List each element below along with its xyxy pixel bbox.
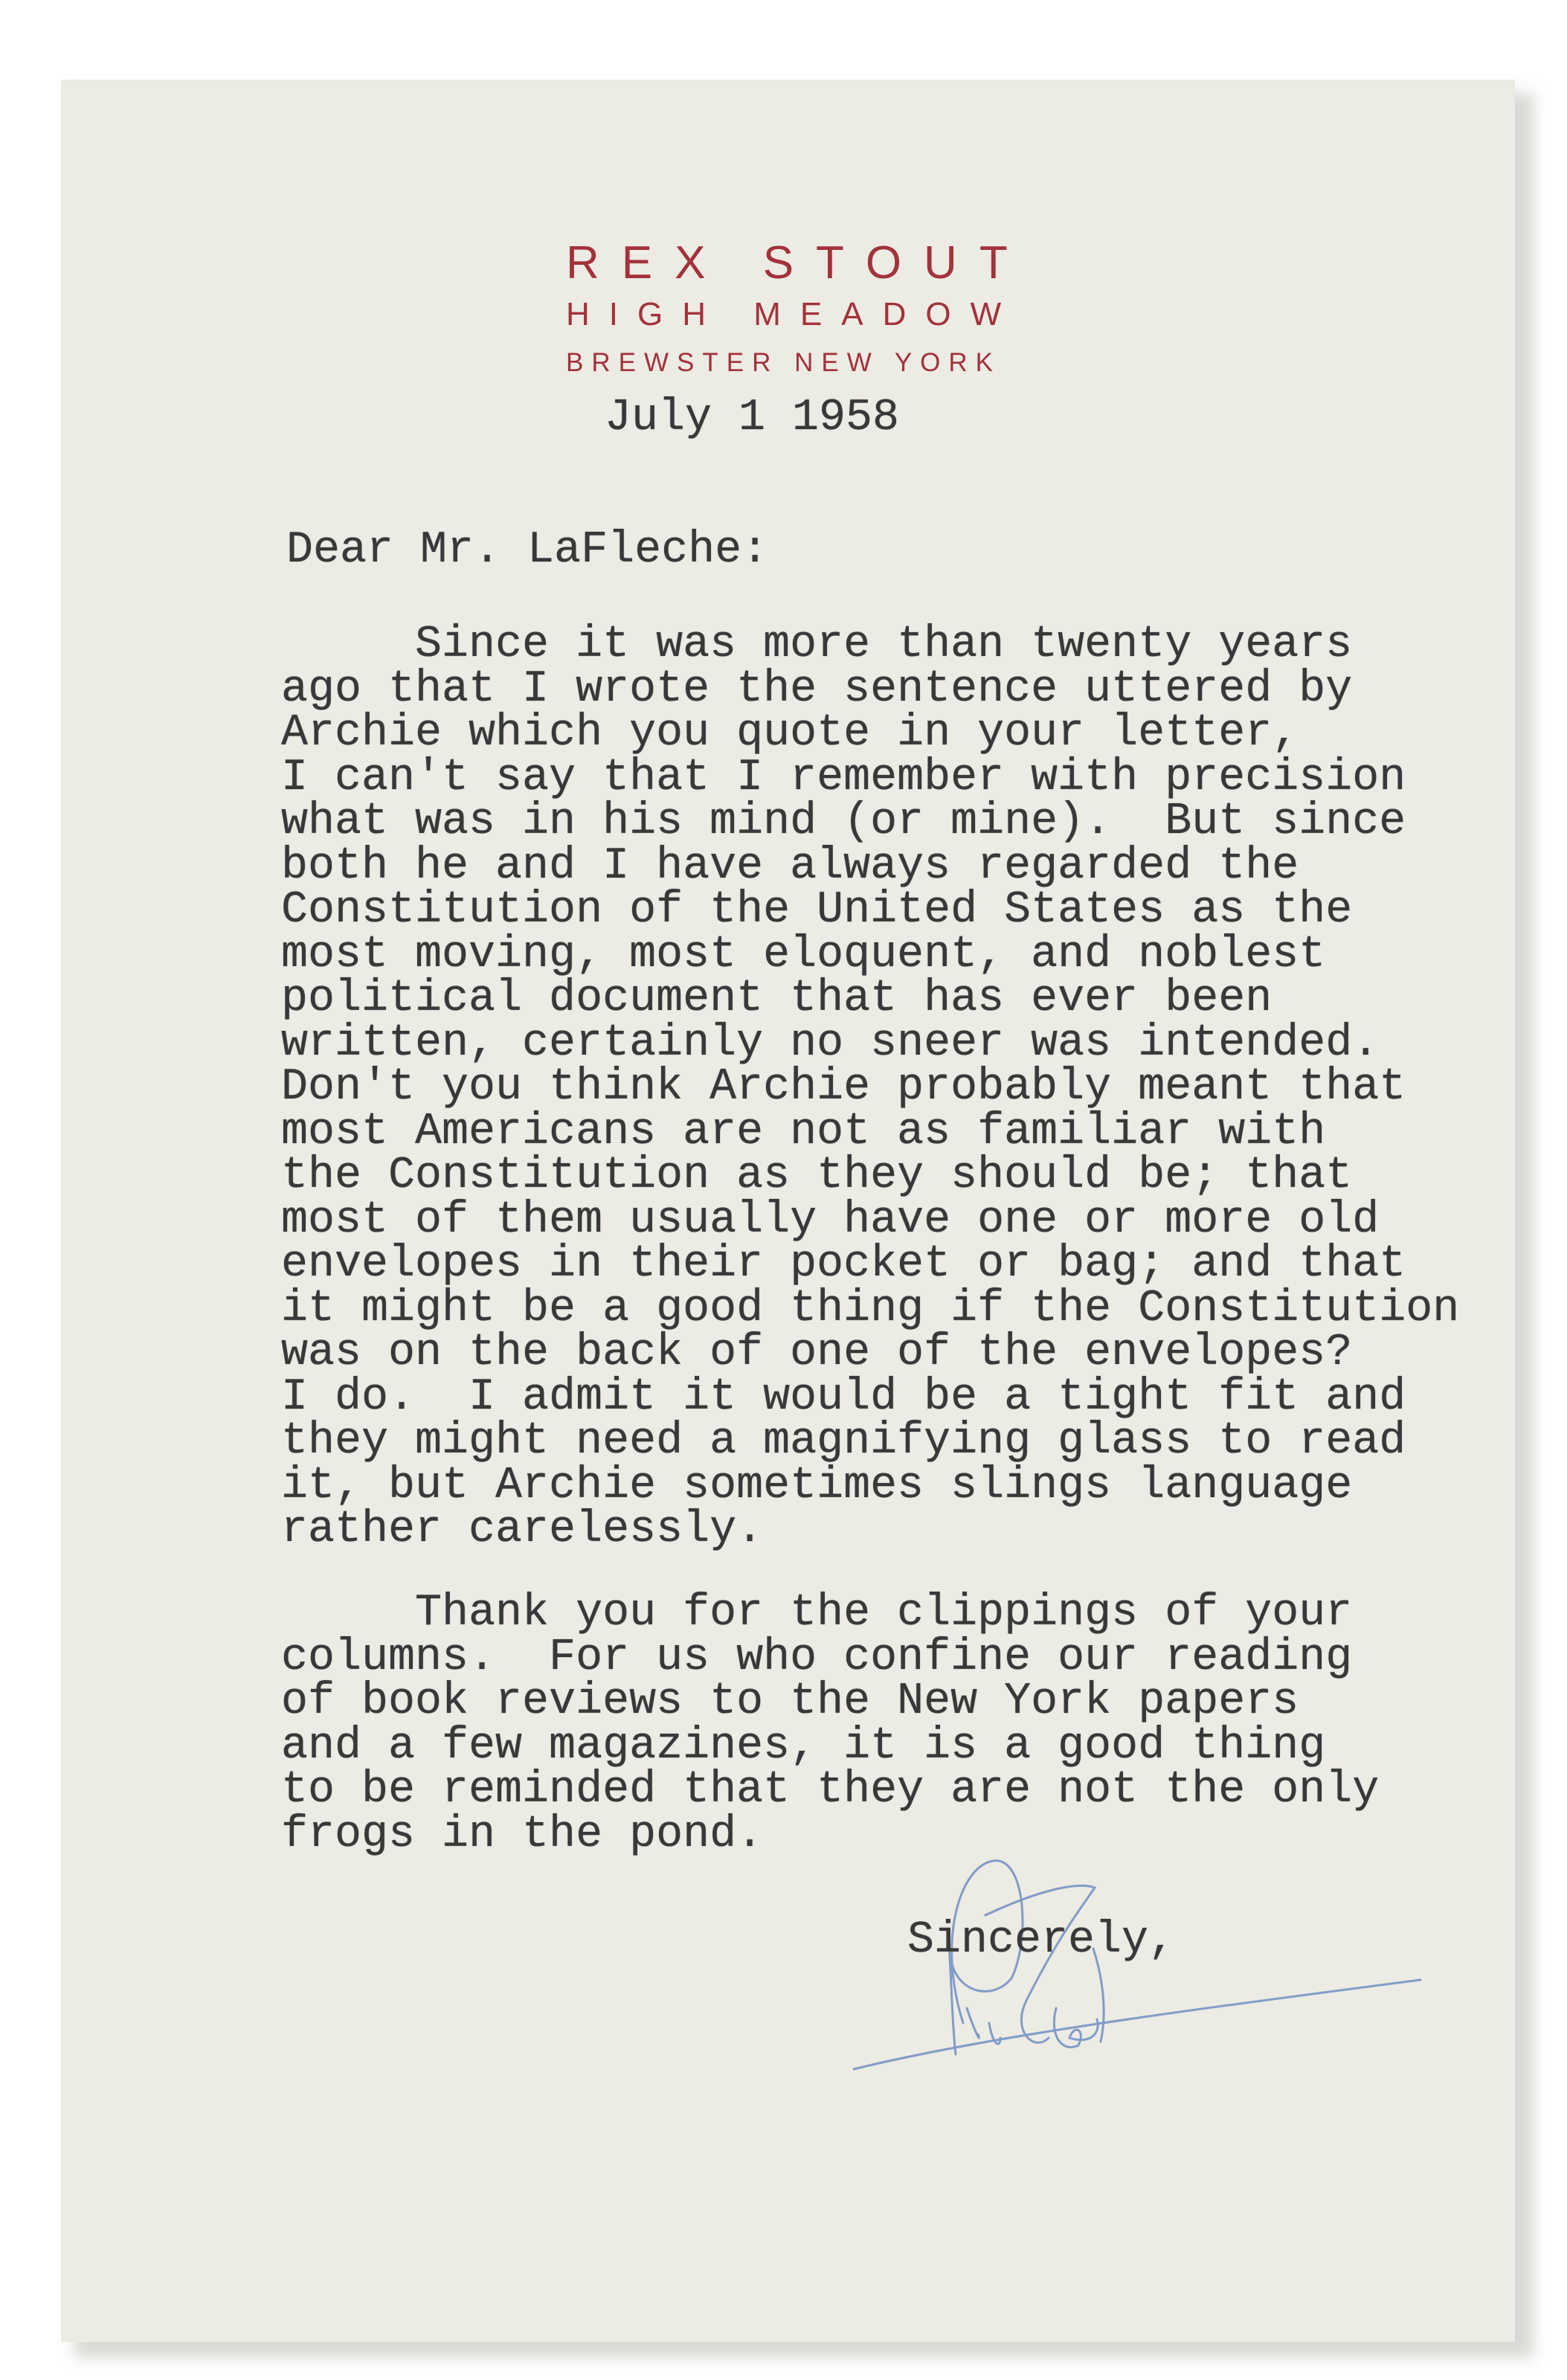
text-line: written, certainly no sneer was intended. <box>281 1017 1380 1069</box>
text-line: most moving, most eloquent, and noblest <box>281 929 1326 980</box>
text-line: I can't say that I remember with precision <box>281 752 1406 803</box>
text-line: the Constitution as they should be; that <box>281 1151 1353 1201</box>
text-line: it might be a good thing if the Constitution <box>281 1283 1460 1334</box>
closing: Sincerely, <box>907 1915 1176 1966</box>
text-line: to be reminded that they are not the only <box>281 1765 1380 1815</box>
text-line: Since it was more than twenty years <box>281 620 1353 670</box>
letterhead-name: REX STOUT <box>566 237 1030 289</box>
text-line: Thank you for the clippings of your <box>281 1588 1353 1638</box>
body-paragraph-1 <box>281 620 1460 1555</box>
text-line: frogs in the pond. <box>281 1809 764 1860</box>
text-line: it, but Archie sometimes slings language <box>281 1460 1353 1511</box>
text-line: was on the back of one of the envelopes? <box>281 1328 1353 1378</box>
signature <box>833 1852 1428 2105</box>
text-line: political document that has ever been <box>281 974 1272 1024</box>
letterhead-location: BREWSTER NEW YORK <box>566 348 1002 377</box>
text-line: of book reviews to the New York papers <box>281 1676 1299 1727</box>
text-line: most Americans are not as familiar with <box>281 1106 1326 1157</box>
text-line: Constitution of the United States as the <box>281 885 1353 936</box>
letter-date: July 1 1958 <box>605 393 900 443</box>
body-paragraph-2 <box>281 1588 1380 1860</box>
signature-underline-stroke <box>854 1980 1420 2069</box>
text-line: they might need a magnifying glass to read <box>281 1416 1406 1467</box>
text-line: what was in his mind (or mine). But since <box>281 797 1406 847</box>
text-line: rather carelessly. <box>281 1505 764 1555</box>
text-line: Archie which you quote in your letter, <box>281 708 1299 759</box>
salutation: Dear Mr. LaFleche: <box>286 525 769 576</box>
letterhead-estate: HIGH MEADOW <box>566 296 1021 332</box>
text-line: envelopes in their pocket or bag; and that <box>281 1239 1406 1290</box>
text-line: ago that I wrote the sentence uttered by <box>281 663 1353 715</box>
text-line: and a few magazines, it is a good thing <box>281 1720 1326 1772</box>
text-line: I do. I admit it would be a tight fit and <box>281 1371 1406 1423</box>
text-line: most of them usually have one or more old <box>281 1194 1380 1246</box>
text-line: columns. For us who confine our reading <box>281 1632 1353 1683</box>
text-line: Don't you think Archie probably meant that <box>281 1062 1406 1113</box>
text-line: both he and I have always regarded the <box>281 840 1299 892</box>
